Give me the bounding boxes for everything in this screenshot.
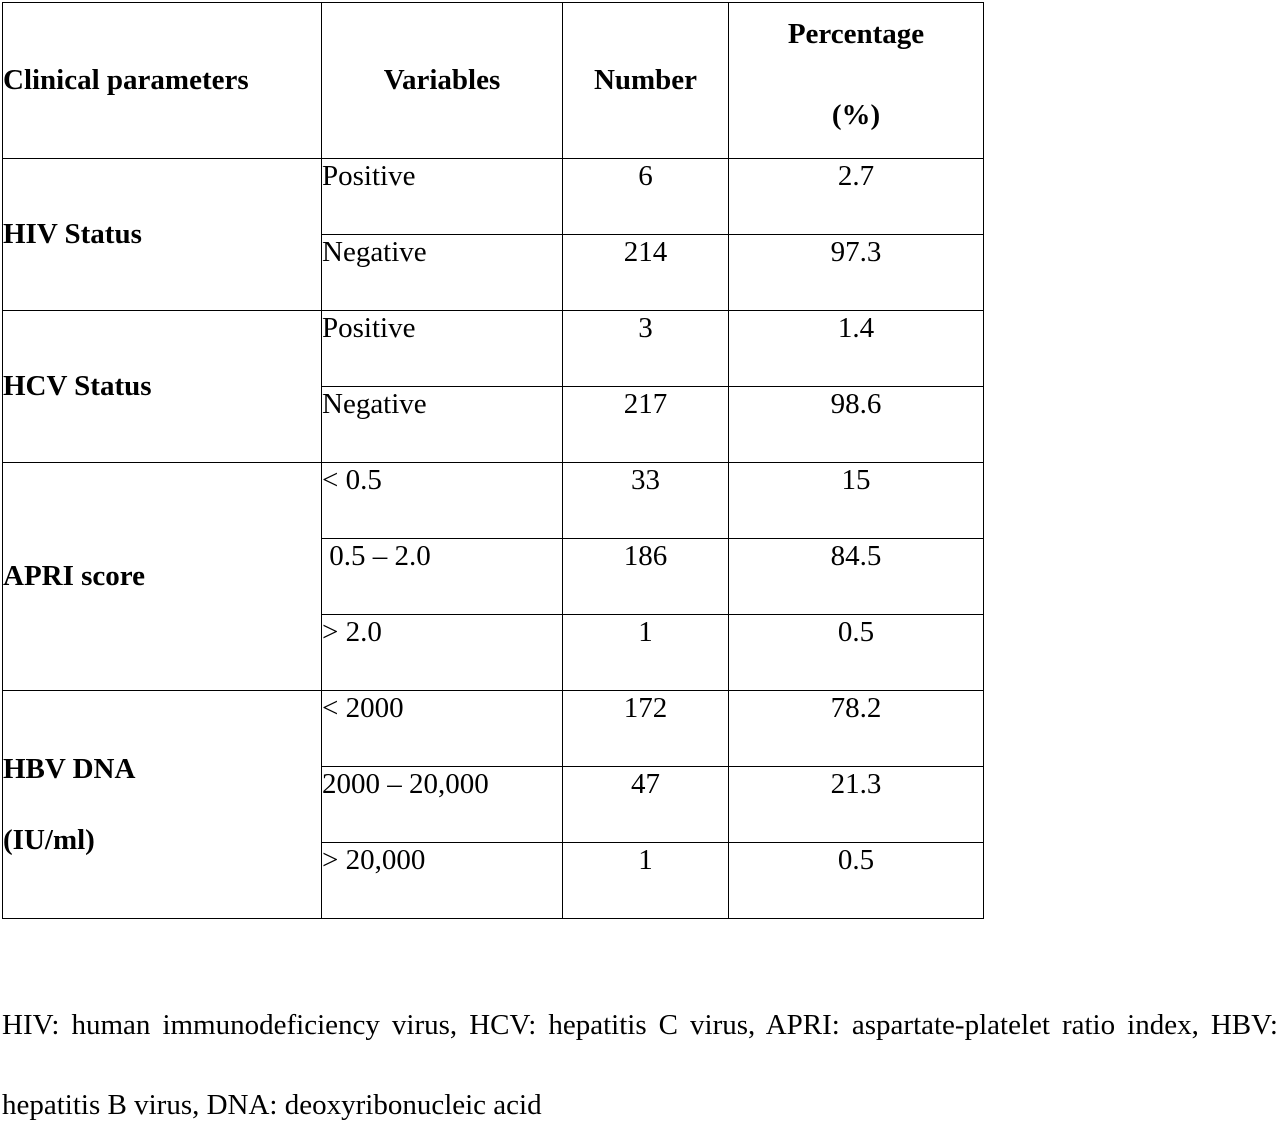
- variable-cell: < 0.5: [322, 463, 563, 539]
- variable-cell: Positive: [322, 159, 563, 235]
- percentage-cell: 78.2: [729, 691, 984, 767]
- table-row: [3, 463, 984, 539]
- variable-cell: > 2.0: [322, 615, 563, 691]
- percentage-cell: 84.5: [729, 539, 984, 615]
- header-percentage-label: Percentage: [787, 17, 925, 50]
- param-hbv-dna-label: HBV DNA: [3, 752, 136, 785]
- param-hcv-status: HCV Status: [3, 311, 322, 463]
- clinical-parameters-table: [2, 2, 984, 919]
- variable-cell: 0.5 – 2.0: [322, 539, 563, 615]
- percentage-cell: 0.5: [729, 843, 984, 919]
- number-cell: 33: [563, 463, 729, 539]
- number-cell: 47: [563, 767, 729, 843]
- param-hbv-dna-unit: (IU/ml): [3, 823, 95, 856]
- number-cell: 214: [563, 235, 729, 311]
- number-cell: 172: [563, 691, 729, 767]
- percentage-cell: 1.4: [729, 311, 984, 387]
- variable-cell: < 2000: [322, 691, 563, 767]
- variable-cell: 2000 – 20,000: [322, 767, 563, 843]
- header-clinical-parameters: Clinical parameters: [3, 3, 322, 159]
- number-cell: 186: [563, 539, 729, 615]
- param-apri-score: APRI score: [3, 463, 322, 691]
- header-variables: Variables: [322, 3, 563, 159]
- percentage-cell: 0.5: [729, 615, 984, 691]
- table-row: [3, 691, 984, 767]
- table-header-row: [3, 3, 984, 159]
- variable-cell: Negative: [322, 387, 563, 463]
- table-row: [3, 311, 984, 387]
- percentage-cell: 2.7: [729, 159, 984, 235]
- param-hiv-status: HIV Status: [3, 159, 322, 311]
- number-cell: 1: [563, 615, 729, 691]
- number-cell: 217: [563, 387, 729, 463]
- number-cell: 3: [563, 311, 729, 387]
- variable-cell: Negative: [322, 235, 563, 311]
- percentage-cell: 97.3: [729, 235, 984, 311]
- param-hbv-dna: [3, 691, 322, 919]
- number-cell: 6: [563, 159, 729, 235]
- variable-cell: Positive: [322, 311, 563, 387]
- table-row: [3, 159, 984, 235]
- percentage-cell: 15: [729, 463, 984, 539]
- header-number: Number: [563, 3, 729, 159]
- variable-cell: > 20,000: [322, 843, 563, 919]
- header-percentage: [729, 3, 984, 159]
- header-percentage-unit: (%): [831, 98, 881, 131]
- number-cell: 1: [563, 843, 729, 919]
- percentage-cell: 21.3: [729, 767, 984, 843]
- percentage-cell: 98.6: [729, 387, 984, 463]
- table-footnote: HIV: human immunodeficiency virus, HCV: hepatitis C virus, APRI: aspartate-platelet ratio index, HBV: hepatitis B virus, DNA: deoxyribonucleic acid: [2, 1009, 1278, 1121]
